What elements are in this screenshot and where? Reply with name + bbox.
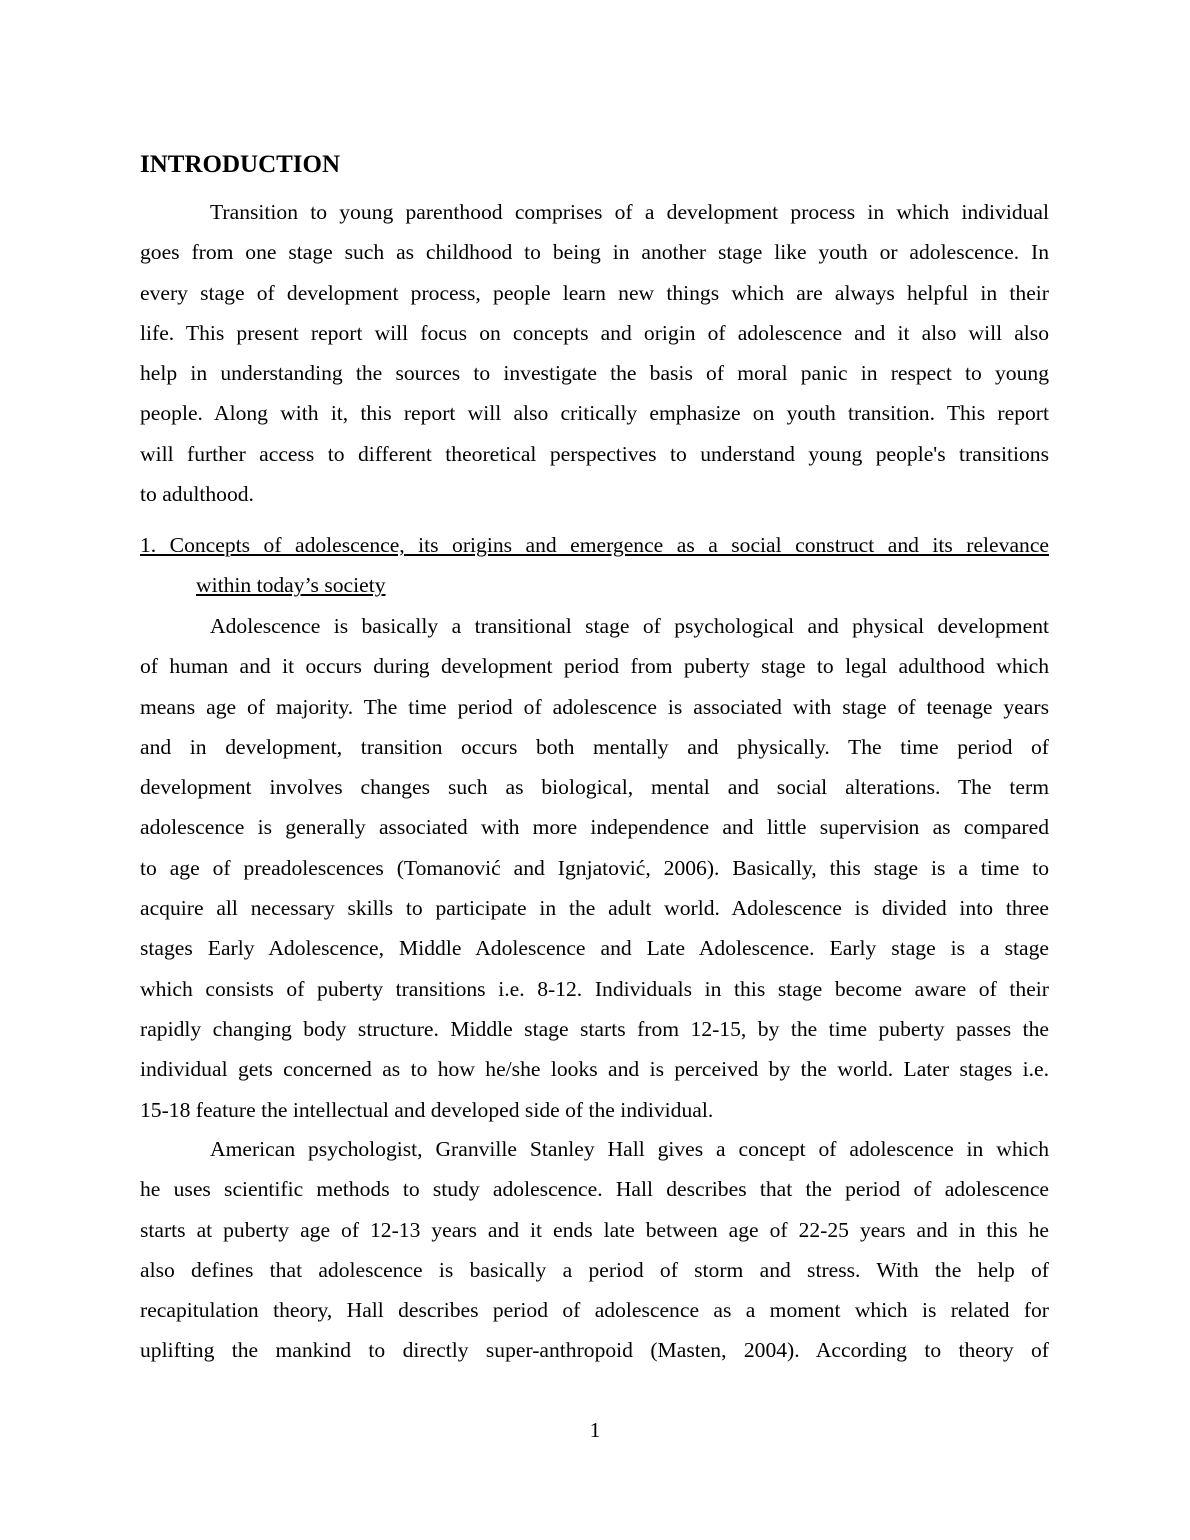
- text-line: help in understanding the sources to investigate the basis of moral panic in respect to young: [140, 361, 1049, 386]
- text-line: 15-18 feature the intellectual and developed side of the individual.: [140, 1097, 714, 1122]
- text-line: will further access to different theoretical perspectives to understand young people's transitions: [140, 441, 1049, 466]
- text-line: people. Along with it, this report will also critically emphasize on youth transition. This report: [140, 401, 1049, 426]
- text-line: to adulthood.: [140, 482, 254, 507]
- introduction-heading: INTRODUCTION: [140, 151, 341, 178]
- text-line: uplifting the mankind to directly super-anthropoid (Masten, 2004). According to theory of: [140, 1338, 1049, 1363]
- text-line: American psychologist, Granville Stanley Hall gives a concept of adolescence in which: [210, 1137, 1049, 1161]
- intro-paragraph: [140, 192, 1049, 514]
- hall-paragraph: [140, 1129, 1049, 1371]
- text-line: 1. Concepts of adolescence, its origins and emergence as a social construct and its relevance: [140, 533, 1049, 557]
- text-line: and in development, transition occurs both mentally and physically. The time period of: [140, 734, 1049, 759]
- text-line: also defines that adolescence is basically a period of storm and stress. With the help of: [140, 1257, 1049, 1282]
- text-line: life. This present report will focus on concepts and origin of adolescence and it also will also: [140, 320, 1049, 345]
- text-line: of human and it occurs during development period from puberty stage to legal adulthood which: [140, 654, 1049, 679]
- text-line: he uses scientific methods to study adolescence. Hall describes that the period of adolescence: [140, 1177, 1049, 1202]
- text-line: acquire all necessary skills to participate in the adult world. Adolescence is divided into three: [140, 896, 1049, 921]
- adolescence-paragraph: [140, 606, 1049, 1130]
- text-line: which consists of puberty transitions i.e. 8-12. Individuals in this stage become aware of their: [140, 976, 1049, 1001]
- text-line: recapitulation theory, Hall describes period of adolescence as a moment which is related for: [140, 1298, 1049, 1323]
- text-line: goes from one stage such as childhood to being in another stage like youth or adolescence. In: [140, 240, 1049, 265]
- text-line: adolescence is generally associated with more independence and little supervision as compared: [140, 815, 1049, 840]
- text-line: stages Early Adolescence, Middle Adolescence and Late Adolescence. Early stage is a stage: [140, 936, 1049, 961]
- page-number: 1: [589, 1418, 601, 1442]
- section-1-heading: [140, 525, 1049, 606]
- text-line: rapidly changing body structure. Middle stage starts from 12-15, by the time puberty passes the: [140, 1016, 1049, 1041]
- text-line: every stage of development process, people learn new things which are always helpful in their: [140, 280, 1049, 305]
- text-line: to age of preadolescences (Tomanović and Ignjatović, 2006). Basically, this stage is a time to: [140, 855, 1049, 880]
- text-line: within today’s society: [196, 573, 386, 598]
- text-line: means age of majority. The time period of adolescence is associated with stage of teenage years: [140, 694, 1049, 719]
- text-line: individual gets concerned as to how he/she looks and is perceived by the world. Later stages i.e.: [140, 1057, 1049, 1082]
- text-line: development involves changes such as biological, mental and social alterations. The term: [140, 775, 1049, 800]
- text-line: Adolescence is basically a transitional stage of psychological and physical development: [210, 614, 1049, 638]
- text-line: starts at puberty age of 12-13 years and it ends late between age of 22-25 years and in this he: [140, 1217, 1049, 1242]
- text-line: Transition to young parenthood comprises of a development process in which individual: [210, 200, 1049, 224]
